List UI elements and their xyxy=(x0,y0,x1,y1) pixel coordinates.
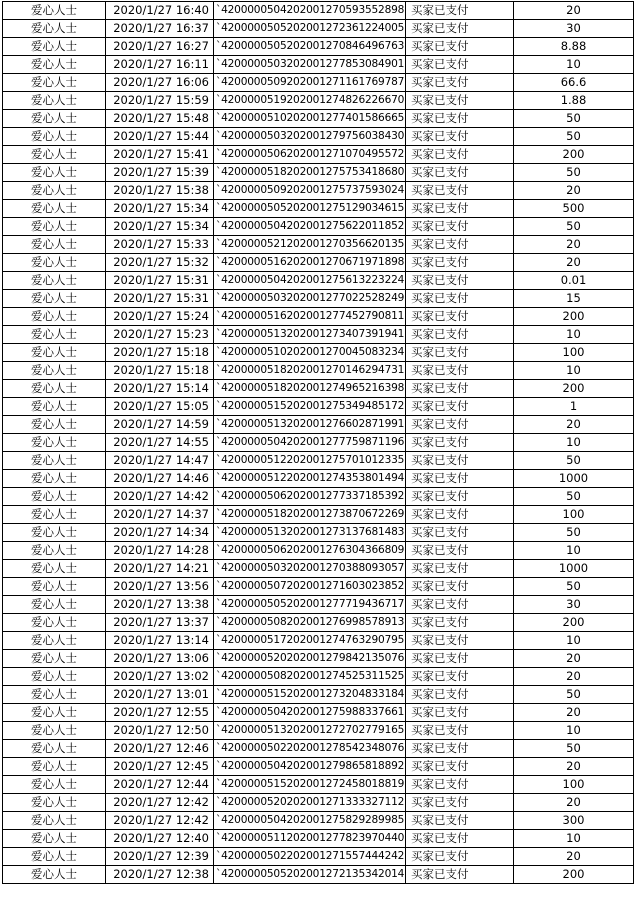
table-row xyxy=(3,578,634,596)
order-number-cell: `4200000503202001277853084901 xyxy=(214,56,406,74)
donation-time-cell: 2020/1/27 13:06 xyxy=(106,650,214,668)
table-row xyxy=(3,110,634,128)
donation-time-cell: 2020/1/27 15:05 xyxy=(106,398,214,416)
donation-time-cell: 2020/1/27 15:23 xyxy=(106,326,214,344)
donation-time-cell: 2020/1/27 12:45 xyxy=(106,758,214,776)
donation-amount-cell: 200 xyxy=(514,308,634,326)
donation-amount-cell: 10 xyxy=(514,830,634,848)
donation-time-cell: 2020/1/27 15:48 xyxy=(106,110,214,128)
table-row xyxy=(3,380,634,398)
donation-time-cell: 2020/1/27 14:46 xyxy=(106,470,214,488)
donor-name-cell: 爱心人士 xyxy=(3,614,106,632)
donation-amount-cell: 1000 xyxy=(514,560,634,578)
table-row xyxy=(3,668,634,686)
donor-name-cell: 爱心人士 xyxy=(3,524,106,542)
order-number-cell: `4200000509202001271161769787 xyxy=(214,74,406,92)
donation-amount-cell: 20 xyxy=(514,416,634,434)
payment-status-cell: 买家已支付 xyxy=(406,218,514,236)
donation-amount-cell: 200 xyxy=(514,146,634,164)
order-number-cell: `4200000513202001273137681483 xyxy=(214,524,406,542)
table-row xyxy=(3,20,634,38)
donor-name-cell: 爱心人士 xyxy=(3,686,106,704)
order-number-cell: `4200000507202001271603023852 xyxy=(214,578,406,596)
payment-status-cell: 买家已支付 xyxy=(406,272,514,290)
donor-name-cell: 爱心人士 xyxy=(3,794,106,812)
donation-time-cell: 2020/1/27 14:47 xyxy=(106,452,214,470)
table-row xyxy=(3,686,634,704)
order-number-cell: `4200000504202001277759871196 xyxy=(214,434,406,452)
donor-name-cell: 爱心人士 xyxy=(3,164,106,182)
donation-amount-cell: 20 xyxy=(514,794,634,812)
donation-time-cell: 2020/1/27 14:37 xyxy=(106,506,214,524)
table-row xyxy=(3,308,634,326)
donation-time-cell: 2020/1/27 14:55 xyxy=(106,434,214,452)
order-number-cell: `4200000504202001275829289985 xyxy=(214,812,406,830)
order-number-cell: `4200000518202001273870672269 xyxy=(214,506,406,524)
table-row xyxy=(3,758,634,776)
payment-status-cell: 买家已支付 xyxy=(406,236,514,254)
donation-amount-cell: 200 xyxy=(514,866,634,884)
donor-name-cell: 爱心人士 xyxy=(3,542,106,560)
donation-amount-cell: 50 xyxy=(514,740,634,758)
donation-amount-cell: 50 xyxy=(514,524,634,542)
table-row xyxy=(3,2,634,20)
donation-amount-cell: 50 xyxy=(514,488,634,506)
table-row xyxy=(3,866,634,884)
table-row xyxy=(3,74,634,92)
order-number-cell: `4200000504202001275988337661 xyxy=(214,704,406,722)
donor-name-cell: 爱心人士 xyxy=(3,704,106,722)
order-number-cell: `4200000521202001270356620135 xyxy=(214,236,406,254)
donor-name-cell: 爱心人士 xyxy=(3,236,106,254)
order-number-cell: `4200000504202001275613223224 xyxy=(214,272,406,290)
order-number-cell: `4200000517202001274763290795 xyxy=(214,632,406,650)
donation-time-cell: 2020/1/27 13:37 xyxy=(106,614,214,632)
table-row xyxy=(3,416,634,434)
donor-name-cell: 爱心人士 xyxy=(3,146,106,164)
donation-time-cell: 2020/1/27 15:31 xyxy=(106,272,214,290)
donation-amount-cell: 10 xyxy=(514,56,634,74)
payment-status-cell: 买家已支付 xyxy=(406,416,514,434)
donor-name-cell: 爱心人士 xyxy=(3,200,106,218)
donation-amount-cell: 15 xyxy=(514,290,634,308)
donation-amount-cell: 10 xyxy=(514,542,634,560)
order-number-cell: `4200000516202001270671971898 xyxy=(214,254,406,272)
donor-name-cell: 爱心人士 xyxy=(3,596,106,614)
donor-name-cell: 爱心人士 xyxy=(3,488,106,506)
table-row xyxy=(3,128,634,146)
donation-amount-cell: 200 xyxy=(514,380,634,398)
donor-name-cell: 爱心人士 xyxy=(3,452,106,470)
donor-name-cell: 爱心人士 xyxy=(3,812,106,830)
donor-name-cell: 爱心人士 xyxy=(3,380,106,398)
order-number-cell: `4200000503202001270388093057 xyxy=(214,560,406,578)
order-number-cell: `4200000518202001274965216398 xyxy=(214,380,406,398)
donation-time-cell: 2020/1/27 13:02 xyxy=(106,668,214,686)
donation-time-cell: 2020/1/27 16:06 xyxy=(106,74,214,92)
donation-time-cell: 2020/1/27 15:18 xyxy=(106,362,214,380)
table-row xyxy=(3,632,634,650)
donation-amount-cell: 20 xyxy=(514,650,634,668)
order-number-cell: `4200000504202001275622011852 xyxy=(214,218,406,236)
donor-name-cell: 爱心人士 xyxy=(3,218,106,236)
donor-name-cell: 爱心人士 xyxy=(3,470,106,488)
donation-time-cell: 2020/1/27 15:24 xyxy=(106,308,214,326)
order-number-cell: `420000050420200127059355289​8 xyxy=(214,2,406,20)
donation-amount-cell: 100 xyxy=(514,506,634,524)
payment-status-cell: 买家已支付 xyxy=(406,686,514,704)
payment-status-cell: 买家已支付 xyxy=(406,92,514,110)
table-row xyxy=(3,614,634,632)
donation-amount-cell: 50 xyxy=(514,452,634,470)
order-number-cell: `4200000506202001276304366809 xyxy=(214,542,406,560)
payment-status-cell: 买家已支付 xyxy=(406,830,514,848)
order-number-cell: `4200000508202001276998578913 xyxy=(214,614,406,632)
donation-time-cell: 2020/1/27 12:50 xyxy=(106,722,214,740)
table-row xyxy=(3,236,634,254)
donation-amount-cell: 10 xyxy=(514,722,634,740)
donor-name-cell: 爱心人士 xyxy=(3,740,106,758)
donor-name-cell: 爱心人士 xyxy=(3,110,106,128)
table-row xyxy=(3,362,634,380)
donation-time-cell: 2020/1/27 15:59 xyxy=(106,92,214,110)
donation-time-cell: 2020/1/27 15:18 xyxy=(106,344,214,362)
order-number-cell: `4200000503202001279756038430 xyxy=(214,128,406,146)
order-number-cell: `4200000510202001277401586665 xyxy=(214,110,406,128)
payment-status-cell: 买家已支付 xyxy=(406,362,514,380)
donation-amount-cell: 50 xyxy=(514,164,634,182)
donation-time-cell: 2020/1/27 13:56 xyxy=(106,578,214,596)
donation-time-cell: 2020/1/27 14:21 xyxy=(106,560,214,578)
donation-time-cell: 2020/1/27 16:11 xyxy=(106,56,214,74)
order-number-cell: `4200000506202001271070495572 xyxy=(214,146,406,164)
table-row xyxy=(3,398,634,416)
donation-time-cell: 2020/1/27 15:39 xyxy=(106,164,214,182)
donation-time-cell: 2020/1/27 12:40 xyxy=(106,830,214,848)
donation-amount-cell: 200 xyxy=(514,614,634,632)
donation-amount-cell: 100 xyxy=(514,776,634,794)
table-row xyxy=(3,146,634,164)
payment-status-cell: 买家已支付 xyxy=(406,668,514,686)
order-number-cell: `4200000502202001278542348076 xyxy=(214,740,406,758)
table-row xyxy=(3,56,634,74)
order-number-cell: `4200000512202001275701012335 xyxy=(214,452,406,470)
donor-name-cell: 爱心人士 xyxy=(3,254,106,272)
payment-status-cell: 买家已支付 xyxy=(406,794,514,812)
table-row xyxy=(3,848,634,866)
payment-status-cell: 买家已支付 xyxy=(406,38,514,56)
table-row xyxy=(3,560,634,578)
payment-status-cell: 买家已支付 xyxy=(406,560,514,578)
donation-amount-cell: 50 xyxy=(514,110,634,128)
donation-amount-cell: 0.01 xyxy=(514,272,634,290)
order-number-cell: `4200000518202001275753418680 xyxy=(214,164,406,182)
donor-name-cell: 爱心人士 xyxy=(3,866,106,884)
donor-name-cell: 爱心人士 xyxy=(3,578,106,596)
donor-name-cell: 爱心人士 xyxy=(3,20,106,38)
payment-status-cell: 买家已支付 xyxy=(406,596,514,614)
payment-status-cell: 买家已支付 xyxy=(406,182,514,200)
payment-status-cell: 买家已支付 xyxy=(406,164,514,182)
donation-time-cell: 2020/1/27 16:27 xyxy=(106,38,214,56)
payment-status-cell: 买家已支付 xyxy=(406,254,514,272)
order-number-cell: `4200000518202001270146294731 xyxy=(214,362,406,380)
table-row xyxy=(3,38,634,56)
donation-amount-cell: 1.88 xyxy=(514,92,634,110)
payment-status-cell: 买家已支付 xyxy=(406,542,514,560)
order-number-cell: `4200000508202001274525311525 xyxy=(214,668,406,686)
table-row xyxy=(3,812,634,830)
donation-amount-cell: 30 xyxy=(514,20,634,38)
donation-amount-cell: 50 xyxy=(514,128,634,146)
donation-time-cell: 2020/1/27 15:33 xyxy=(106,236,214,254)
donor-name-cell: 爱心人士 xyxy=(3,560,106,578)
table-row xyxy=(3,344,634,362)
table-row xyxy=(3,596,634,614)
donor-name-cell: 爱心人士 xyxy=(3,416,106,434)
donation-amount-cell: 30 xyxy=(514,596,634,614)
payment-status-cell: 买家已支付 xyxy=(406,866,514,884)
donation-amount-cell: 20 xyxy=(514,182,634,200)
donation-records-table xyxy=(2,1,634,884)
donation-amount-cell: 50 xyxy=(514,578,634,596)
donation-amount-cell: 100 xyxy=(514,344,634,362)
donation-time-cell: 2020/1/27 14:28 xyxy=(106,542,214,560)
payment-status-cell: 买家已支付 xyxy=(406,632,514,650)
table-row xyxy=(3,92,634,110)
donation-time-cell: 2020/1/27 12:55 xyxy=(106,704,214,722)
donation-amount-cell: 50 xyxy=(514,218,634,236)
donation-time-cell: 2020/1/27 15:31 xyxy=(106,290,214,308)
donation-time-cell: 2020/1/27 15:34 xyxy=(106,200,214,218)
donation-amount-cell: 66.6 xyxy=(514,74,634,92)
table-row xyxy=(3,722,634,740)
table-row xyxy=(3,200,634,218)
donation-amount-cell: 10 xyxy=(514,362,634,380)
order-number-cell: `4200000505202001277719436717 xyxy=(214,596,406,614)
payment-status-cell: 买家已支付 xyxy=(406,848,514,866)
table-row xyxy=(3,182,634,200)
donation-amount-cell: 20 xyxy=(514,668,634,686)
table-row xyxy=(3,272,634,290)
order-number-cell: `4200000515202001272458018819 xyxy=(214,776,406,794)
donation-time-cell: 2020/1/27 12:39 xyxy=(106,848,214,866)
payment-status-cell: 买家已支付 xyxy=(406,110,514,128)
table-row xyxy=(3,524,634,542)
donation-amount-cell: 300 xyxy=(514,812,634,830)
donation-time-cell: 2020/1/27 14:42 xyxy=(106,488,214,506)
table-row xyxy=(3,776,634,794)
payment-status-cell: 买家已支付 xyxy=(406,740,514,758)
donor-name-cell: 爱心人士 xyxy=(3,128,106,146)
table-row xyxy=(3,218,634,236)
payment-status-cell: 买家已支付 xyxy=(406,776,514,794)
payment-status-cell: 买家已支付 xyxy=(406,524,514,542)
payment-status-cell: 买家已支付 xyxy=(406,308,514,326)
donor-name-cell: 爱心人士 xyxy=(3,434,106,452)
payment-status-cell: 买家已支付 xyxy=(406,704,514,722)
donation-amount-cell: 20 xyxy=(514,236,634,254)
table-row xyxy=(3,290,634,308)
payment-status-cell: 买家已支付 xyxy=(406,488,514,506)
donor-name-cell: 爱心人士 xyxy=(3,308,106,326)
table-row xyxy=(3,740,634,758)
donor-name-cell: 爱心人士 xyxy=(3,650,106,668)
donor-name-cell: 爱心人士 xyxy=(3,92,106,110)
donation-time-cell: 2020/1/27 12:38 xyxy=(106,866,214,884)
order-number-cell: `4200000513202001273407391941 xyxy=(214,326,406,344)
donation-time-cell: 2020/1/27 12:42 xyxy=(106,812,214,830)
order-number-cell: `4200000505202001272361224005 xyxy=(214,20,406,38)
payment-status-cell: 买家已支付 xyxy=(406,128,514,146)
table-body xyxy=(3,2,634,884)
donor-name-cell: 爱心人士 xyxy=(3,722,106,740)
order-number-cell: `4200000513202001276602871991 xyxy=(214,416,406,434)
table-row xyxy=(3,164,634,182)
payment-status-cell: 买家已支付 xyxy=(406,2,514,20)
table-row xyxy=(3,704,634,722)
table-row xyxy=(3,542,634,560)
donation-amount-cell: 50 xyxy=(514,686,634,704)
payment-status-cell: 买家已支付 xyxy=(406,578,514,596)
donation-time-cell: 2020/1/27 14:59 xyxy=(106,416,214,434)
payment-status-cell: 买家已支付 xyxy=(406,290,514,308)
order-number-cell: `4200000504202001279865818892 xyxy=(214,758,406,776)
donation-time-cell: 2020/1/27 13:38 xyxy=(106,596,214,614)
payment-status-cell: 买家已支付 xyxy=(406,200,514,218)
payment-status-cell: 买家已支付 xyxy=(406,434,514,452)
table-row xyxy=(3,830,634,848)
table-row xyxy=(3,506,634,524)
order-number-cell: `4200000510202001270045083234 xyxy=(214,344,406,362)
donation-time-cell: 2020/1/27 16:37 xyxy=(106,20,214,38)
payment-status-cell: 买家已支付 xyxy=(406,56,514,74)
donor-name-cell: 爱心人士 xyxy=(3,848,106,866)
table-row xyxy=(3,470,634,488)
order-number-cell: `4200000502202001271557444242 xyxy=(214,848,406,866)
payment-status-cell: 买家已支付 xyxy=(406,506,514,524)
donation-time-cell: 2020/1/27 16:40 xyxy=(106,2,214,20)
donation-amount-cell: 20 xyxy=(514,758,634,776)
donor-name-cell: 爱心人士 xyxy=(3,290,106,308)
order-number-cell: `4200000515202001273204833184 xyxy=(214,686,406,704)
donation-amount-cell: 20 xyxy=(514,704,634,722)
table-row xyxy=(3,254,634,272)
donor-name-cell: 爱心人士 xyxy=(3,668,106,686)
donor-name-cell: 爱心人士 xyxy=(3,344,106,362)
payment-status-cell: 买家已支付 xyxy=(406,722,514,740)
donation-time-cell: 2020/1/27 15:32 xyxy=(106,254,214,272)
payment-status-cell: 买家已支付 xyxy=(406,146,514,164)
table-row xyxy=(3,794,634,812)
table-row xyxy=(3,452,634,470)
table-row xyxy=(3,488,634,506)
donation-amount-cell: 1000 xyxy=(514,470,634,488)
donation-amount-cell: 20 xyxy=(514,254,634,272)
donor-name-cell: 爱心人士 xyxy=(3,758,106,776)
order-number-cell: `4200000505202001275129034615 xyxy=(214,200,406,218)
donation-time-cell: 2020/1/27 12:44 xyxy=(106,776,214,794)
donation-amount-cell: 8.88 xyxy=(514,38,634,56)
order-number-cell: `4200000505202001272135342014 xyxy=(214,866,406,884)
donor-name-cell: 爱心人士 xyxy=(3,506,106,524)
table-row xyxy=(3,650,634,668)
donation-amount-cell: 20 xyxy=(514,848,634,866)
donor-name-cell: 爱心人士 xyxy=(3,182,106,200)
payment-status-cell: 买家已支付 xyxy=(406,380,514,398)
payment-status-cell: 买家已支付 xyxy=(406,758,514,776)
donation-amount-cell: 10 xyxy=(514,434,634,452)
order-number-cell: `4200000519202001274826226670 xyxy=(214,92,406,110)
payment-status-cell: 买家已支付 xyxy=(406,326,514,344)
donation-amount-cell: 10 xyxy=(514,326,634,344)
order-number-cell: `4200000516202001277452790811 xyxy=(214,308,406,326)
donor-name-cell: 爱心人士 xyxy=(3,830,106,848)
order-number-cell: `4200000506202001277337185392 xyxy=(214,488,406,506)
order-number-cell: `4200000513202001272702779165 xyxy=(214,722,406,740)
payment-status-cell: 买家已支付 xyxy=(406,812,514,830)
order-number-cell: `4200000503202001277022528249 xyxy=(214,290,406,308)
order-number-cell: `4200000515202001275349485172 xyxy=(214,398,406,416)
donation-amount-cell: 1 xyxy=(514,398,634,416)
payment-status-cell: 买家已支付 xyxy=(406,74,514,92)
donor-name-cell: 爱心人士 xyxy=(3,632,106,650)
order-number-cell: `4200000512202001274353801494 xyxy=(214,470,406,488)
donor-name-cell: 爱心人士 xyxy=(3,56,106,74)
donation-time-cell: 2020/1/27 15:38 xyxy=(106,182,214,200)
donation-time-cell: 2020/1/27 15:34 xyxy=(106,218,214,236)
donation-time-cell: 2020/1/27 13:01 xyxy=(106,686,214,704)
payment-status-cell: 买家已支付 xyxy=(406,344,514,362)
donation-time-cell: 2020/1/27 15:14 xyxy=(106,380,214,398)
donor-name-cell: 爱心人士 xyxy=(3,776,106,794)
order-number-cell: `4200000520202001271333327112 xyxy=(214,794,406,812)
donor-name-cell: 爱心人士 xyxy=(3,398,106,416)
donation-time-cell: 2020/1/27 13:14 xyxy=(106,632,214,650)
donation-time-cell: 2020/1/27 15:41 xyxy=(106,146,214,164)
order-number-cell: `4200000520202001279842135076 xyxy=(214,650,406,668)
donation-amount-cell: 500 xyxy=(514,200,634,218)
donation-time-cell: 2020/1/27 12:46 xyxy=(106,740,214,758)
payment-status-cell: 买家已支付 xyxy=(406,20,514,38)
donation-amount-cell: 10 xyxy=(514,632,634,650)
payment-status-cell: 买家已支付 xyxy=(406,470,514,488)
donation-amount-cell: 20 xyxy=(514,2,634,20)
payment-status-cell: 买家已支付 xyxy=(406,452,514,470)
donor-name-cell: 爱心人士 xyxy=(3,74,106,92)
donor-name-cell: 爱心人士 xyxy=(3,326,106,344)
order-number-cell: `4200000511202001277823970440 xyxy=(214,830,406,848)
payment-status-cell: 买家已支付 xyxy=(406,398,514,416)
donation-time-cell: 2020/1/27 14:34 xyxy=(106,524,214,542)
order-number-cell: `4200000509202001275737593024 xyxy=(214,182,406,200)
donor-name-cell: 爱心人士 xyxy=(3,2,106,20)
donor-name-cell: 爱心人士 xyxy=(3,362,106,380)
table-row xyxy=(3,434,634,452)
order-number-cell: `4200000505202001270846496763 xyxy=(214,38,406,56)
donation-time-cell: 2020/1/27 15:44 xyxy=(106,128,214,146)
table-row xyxy=(3,326,634,344)
payment-status-cell: 买家已支付 xyxy=(406,650,514,668)
donation-time-cell: 2020/1/27 12:42 xyxy=(106,794,214,812)
payment-status-cell: 买家已支付 xyxy=(406,614,514,632)
donor-name-cell: 爱心人士 xyxy=(3,38,106,56)
donor-name-cell: 爱心人士 xyxy=(3,272,106,290)
